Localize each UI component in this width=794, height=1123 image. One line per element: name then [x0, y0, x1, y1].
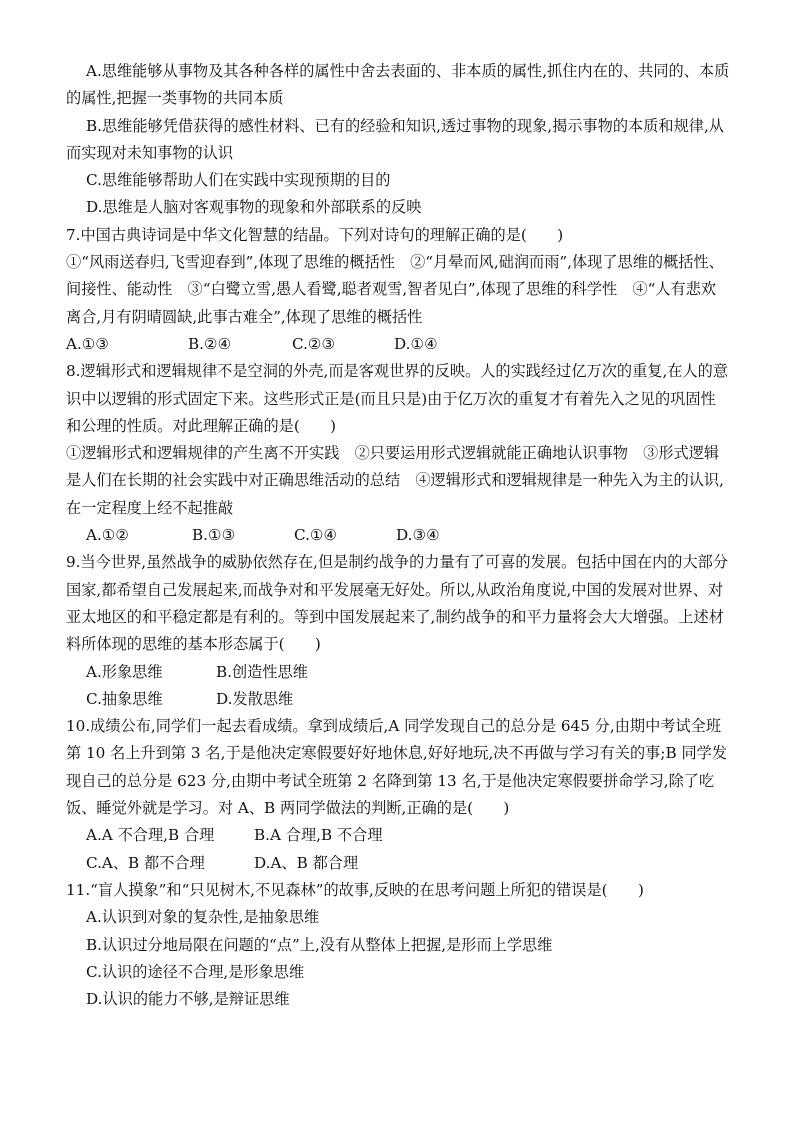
q9-option-b: B.创造性思维 — [216, 662, 308, 681]
exam-page — [66, 58, 730, 1013]
q10-option-a: A.A 不合理,B 合理 — [86, 826, 215, 845]
q9-stem: 9.当今世界,虽然战争的威胁依然存在,但是制约战争的力量有了可喜的发展。包括中国在内的大部分国家,都希望自己发展起来,而战争对和平发展毫无好处。所以,从政治角度说,中国的发展对世界、对亚太地区的和平稳定都是有利的。等到中国发展起来了,制约战争的和平力量将会大大增强。上述材料所体现的思维的基本形态属于( ) — [66, 553, 729, 654]
q7-option-c: C.②③ — [292, 334, 336, 353]
q8-stem: 8.逻辑形式和逻辑规律不是空洞的外壳,而是客观世界的反映。人的实践经过亿万次的重复,在人的意识中以逻辑的形式固定下来。这些形式正是(而且只是)由于亿万次的重复才有着先入之见的巩固性和公理的性质。对此理解正确的是( ) — [66, 362, 729, 435]
q10-stem: 10.成绩公布,同学们一起去看成绩。拿到成绩后,A 同学发现自己的总分是 645 分,由期中考试全班第 10 名上升到第 3 名,于是他决定寒假要好好地休息,好好地玩,决不再做与学习有关的事;B 同学发现自己的总分是 623 分,由期中考试全班第 2 名降到第 13 名,于是他决定寒假要拼命学习,除了吃饭、睡觉外就是学习。对 A、B 两同学做法的判断,正确的是( ) — [66, 717, 728, 818]
q10-options-row1 — [66, 822, 730, 849]
q8-option-c: C.①④ — [294, 526, 338, 545]
q9-options-row2 — [66, 686, 730, 713]
q9-option-a: A.形象思维 — [86, 662, 163, 681]
q9-options-row1 — [66, 659, 730, 686]
q9-option-d: D.发散思维 — [216, 689, 294, 708]
q6-option-a: A.思维能够从事物及其各种各样的属性中舍去表面的、非本质的属性,抓住内在的、共同的、本质的属性,把握一类事物的共同本质 — [66, 62, 730, 108]
q10-option-b: B.A 合理,B 不合理 — [254, 826, 383, 845]
q7-stem: 7.中国古典诗词是中华文化智慧的结晶。下列对诗句的理解正确的是( ) — [66, 225, 564, 244]
q6-option-c: C.思维能够帮助人们在实践中实现预期的目的 — [86, 171, 391, 190]
q8-option-d: D.③④ — [396, 526, 440, 545]
q7-option-a: A.①③ — [66, 334, 110, 353]
q11-stem: 11.“盲人摸象”和“只见树木,不见森林”的故事,反映的在思考问题上所犯的错误是( ) — [66, 880, 644, 899]
q8-option-a: A.①② — [86, 526, 130, 545]
q11-option-c: C.认识的途径不合理,是形象思维 — [86, 962, 305, 981]
q8-option-b: B.①③ — [192, 526, 236, 545]
q11-option-b: B.认识过分地局限在问题的“点”上,没有从整体上把握,是形而上学思维 — [86, 935, 553, 954]
q9-option-c: C.抽象思维 — [86, 689, 163, 708]
q6-option-b: B.思维能够凭借获得的感性材料、已有的经验和知识,透过事物的现象,揭示事物的本质和规律,从而实现对未知事物的认识 — [66, 116, 724, 162]
q7-option-d: D.①④ — [394, 334, 438, 353]
q6-option-d: D.思维是人脑对客观事物的现象和外部联系的反映 — [86, 198, 422, 217]
q11-option-d: D.认识的能力不够,是辩证思维 — [86, 990, 290, 1009]
q7-options — [66, 331, 730, 358]
q10-option-c: C.A、B 都不合理 — [86, 853, 205, 872]
q8-options — [66, 522, 730, 549]
q10-options-row2 — [66, 850, 730, 877]
q10-option-d: D.A、B 都合理 — [254, 853, 359, 872]
q7-option-b: B.②④ — [188, 334, 232, 353]
q8-statements: ①逻辑形式和逻辑规律的产生离不开实践 ②只要运用形式逻辑就能正确地认识事物 ③形式逻辑是人们在长期的社会实践中对正确思维活动的总结 ④逻辑形式和逻辑规律是一种先入为主的认识,在一定程度上经不起推敲 — [66, 444, 724, 517]
q11-option-a: A.认识到对象的复杂性,是抽象思维 — [86, 908, 320, 927]
q7-statements: ①“风雨送春归,飞雪迎春到”,体现了思维的概括性 ②“月晕而风,础润而雨”,体现了思维的概括性、间接性、能动性 ③“白鹭立雪,愚人看鹭,聪者观雪,智者见白”,体现了思维的科学性 ④“人有悲欢离合,月有阴晴圆缺,此事古难全”,体现了思维的概括性 — [66, 253, 724, 326]
